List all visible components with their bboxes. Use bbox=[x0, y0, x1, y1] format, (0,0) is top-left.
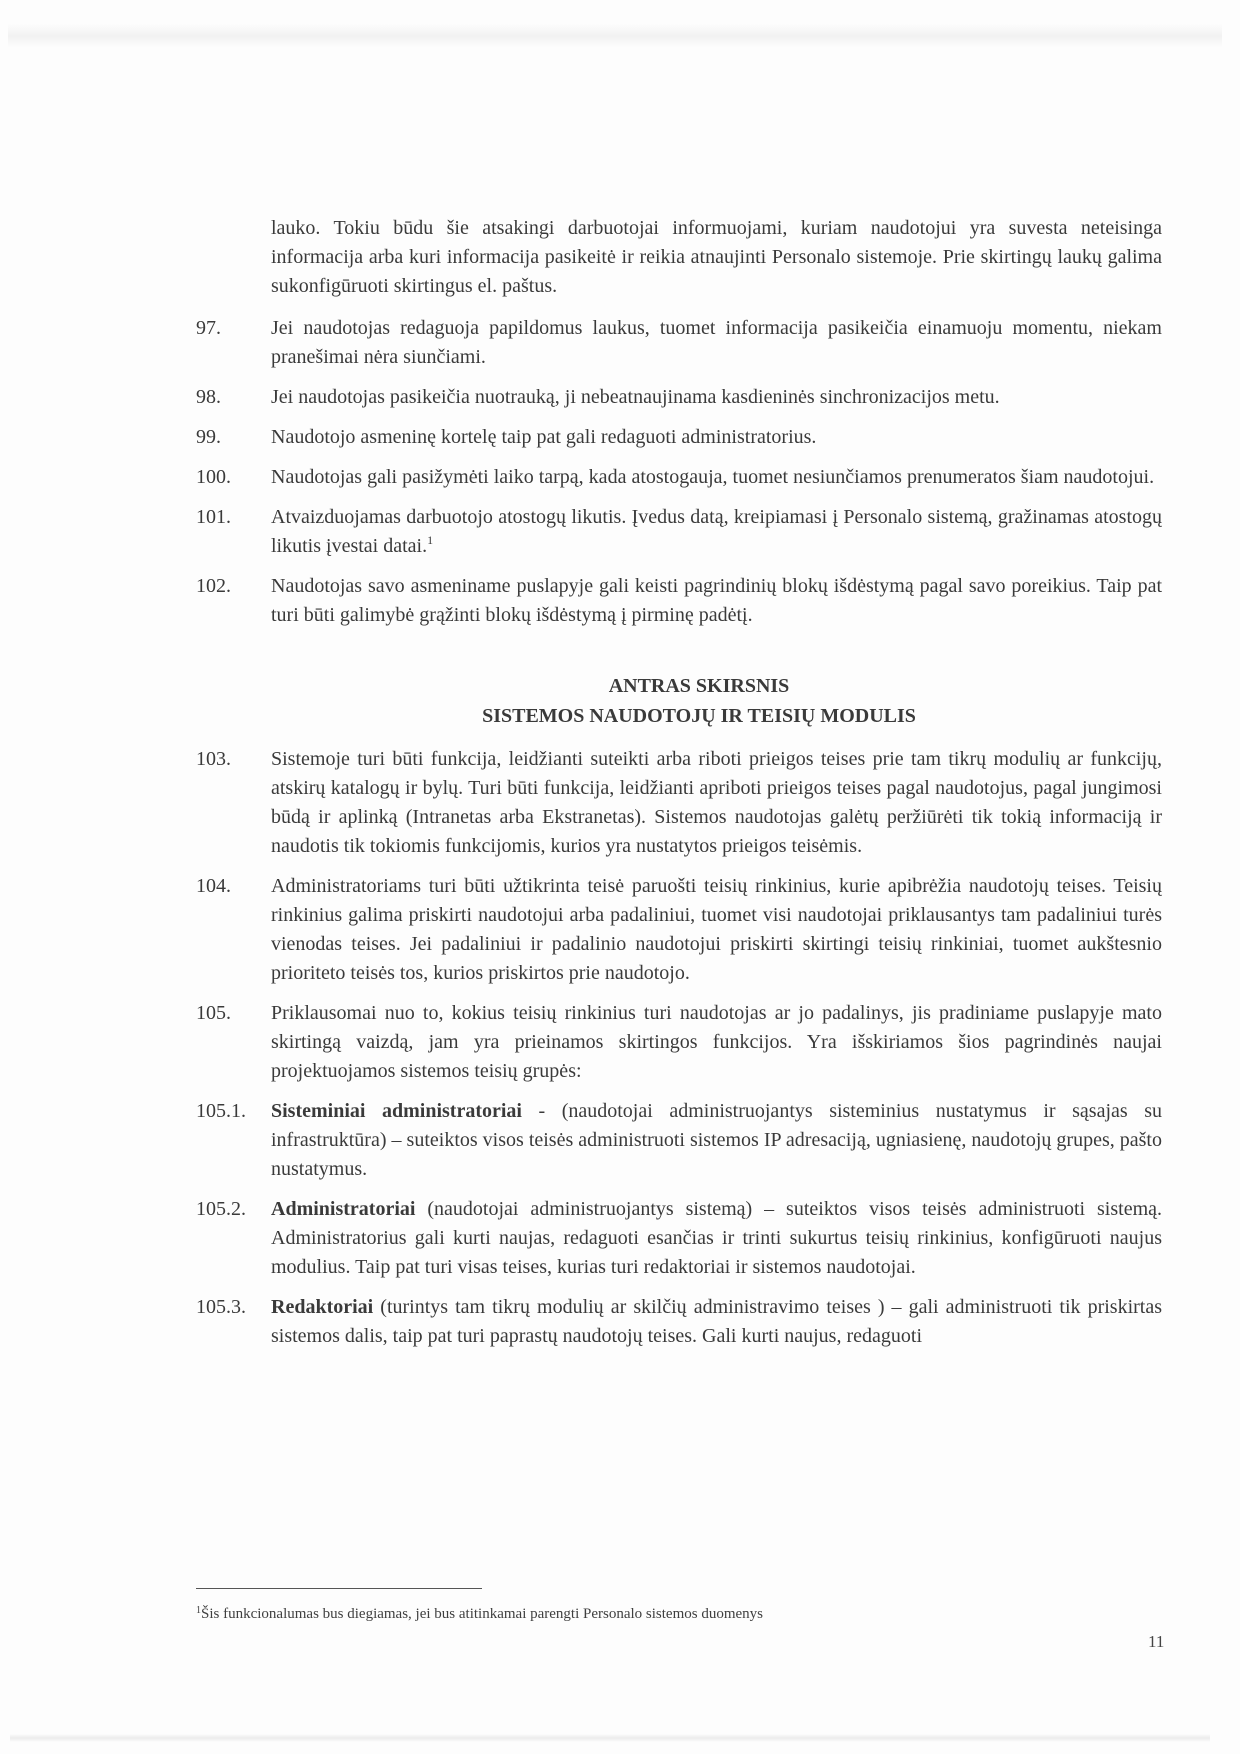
item-text-wrapper bbox=[271, 1195, 1162, 1282]
item-number: 104. bbox=[196, 875, 231, 897]
footnote-reference[interactable]: 1 bbox=[427, 533, 434, 547]
item-term: Redaktoriai bbox=[271, 1296, 374, 1318]
item-number: 97. bbox=[196, 317, 221, 339]
item-text: Administratoriams turi būti užtikrinta teisė paruošti teisių rinkinius, kurie apibrėžia naudotojų teises. Teisių rinkinius galima priskirti naudotojui arba padaliniui, tuomet visi naudotojai priklausantys tam padaliniui turės vienodas teises. Jei padaliniui ir padalinio naudotojui priskirti skirtingi teisių rinkiniai, tuomet aukštesnio prioriteto teisės tos, kurios priskirtos prie naudotojo. bbox=[271, 875, 1162, 984]
item-number: 98. bbox=[196, 386, 221, 408]
item-number: 101. bbox=[196, 506, 231, 528]
item-text: Naudotojo asmeninę kortelę taip pat gali redaguoti administratorius. bbox=[271, 426, 817, 448]
list-item-104 bbox=[196, 872, 1162, 988]
item-text: (naudotojai administruojantys sistemą) – suteiktos visos teisės administruoti sistemą. Administratorius gali kurti naujas, redaguoti esančias ir trinti sukurtus teisių rinkinius, konfigūruoti naujus modulius. Taip pat turi visas teises, kurias turi redaktoriai ir sistemos naudotojai. bbox=[271, 1198, 1162, 1278]
item-number: 103. bbox=[196, 748, 231, 770]
item-number: 102. bbox=[196, 575, 231, 597]
page-number: 11 bbox=[1148, 1632, 1165, 1651]
list-item-98 bbox=[196, 383, 1162, 412]
item-text: Naudotojas savo asmeniname puslapyje gali keisti pagrindinių blokų išdėstymą pagal savo poreikius. Taip pat turi būti galimybė grąžinti blokų išdėstymą į pirminę padėtį. bbox=[271, 575, 1162, 626]
footnote-text: Šis funkcionalumas bus diegiamas, jei bus atitinkamai parengti Personalo sistemos duomenys bbox=[201, 1606, 764, 1622]
list-item-97 bbox=[196, 314, 1162, 372]
item-text: Atvaizduojamas darbuotojo atostogų likutis. Įvedus datą, kreipiamasi į Personalo sistemą, gražinamas atostogų likutis įvestai datai. bbox=[271, 506, 1162, 557]
section-heading-line1: ANTRAS SKIRSNIS bbox=[608, 675, 790, 697]
sub-item-105-1 bbox=[196, 1097, 1162, 1184]
footnote-marker: 1 bbox=[196, 1605, 201, 1616]
item-text: Naudotojas gali pasižymėti laiko tarpą, kada atostogauja, tuomet nesiunčiamos prenumeratos šiam naudotojui. bbox=[271, 466, 1155, 488]
list-item-103 bbox=[196, 745, 1162, 861]
item-text: Priklausomai nuo to, kokius teisių rinkinius turi naudotojas ar jo padalinys, jis pradiniame puslapyje mato skirtingą vaizdą, jam yra prieinamos skirtingos funkcijos. Yra išskiriamos šios pagrindinės naujai projektuojamos sistemos teisių grupės: bbox=[271, 1002, 1162, 1082]
item-number: 99. bbox=[196, 426, 221, 448]
page-content bbox=[196, 214, 1162, 1362]
list-item-99 bbox=[196, 423, 1162, 452]
item-number: 105.3. bbox=[196, 1296, 246, 1318]
list-item-102 bbox=[196, 572, 1162, 630]
paragraph-text: lauko. Tokiu būdu šie atsakingi darbuotojai informuojami, kuriam naudotojui yra suvesta neteisinga informacija arba kuri informacija pasikeitė ir reikia atnaujinti Personalo sistemoje. Prie skirtingų laukų galima sukonfigūruoti skirtingus el. paštus. bbox=[271, 217, 1162, 297]
list-item-100 bbox=[196, 463, 1162, 492]
sub-item-105-3 bbox=[196, 1293, 1162, 1351]
list-item-105 bbox=[196, 999, 1162, 1086]
footnote bbox=[196, 1604, 763, 1624]
item-number: 105. bbox=[196, 1002, 231, 1024]
item-number: 105.2. bbox=[196, 1198, 246, 1220]
item-number: 105.1. bbox=[196, 1100, 246, 1122]
section-heading bbox=[196, 671, 1162, 731]
list-item-101 bbox=[196, 503, 1162, 561]
item-text: (turintys tam tikrų modulių ar skilčių administravimo teises ) – gali administruoti tik priskirtas sistemos dalis, taip pat turi paprastų naudotojų teises. Gali kurti naujus, redaguoti bbox=[271, 1296, 1162, 1347]
continued-paragraph bbox=[196, 214, 1162, 301]
footnote-separator bbox=[196, 1588, 482, 1589]
sub-item-105-2 bbox=[196, 1195, 1162, 1282]
item-text: Jei naudotojas pasikeičia nuotrauką, ji nebeatnaujinama kasdieninės sinchronizacijos metu. bbox=[271, 386, 1000, 408]
item-term: Sisteminiai administratoriai bbox=[271, 1100, 522, 1122]
item-text-wrapper bbox=[271, 1097, 1162, 1184]
item-text-wrapper bbox=[271, 503, 1162, 561]
item-text: Sistemoje turi būti funkcija, leidžianti suteikti arba riboti prieigos teises prie tam tikrų modulių ar funkcijų, atskirų katalogų ir bylų. Turi būti funkcija, leidžianti apriboti prieigos teises pagal naudotojus, pagal jungimosi būdą ir aplinką (Intranetas arba Ekstranetas). Sistemos naudotojas galėtų peržiūrėti tik tokią informaciją ir naudotis tik tokiomis funkcijomis, kurios yra nustatytos prieigos teisėmis. bbox=[271, 748, 1162, 857]
item-number: 100. bbox=[196, 466, 231, 488]
item-text: - (naudotojai administruojantys sisteminius nustatymus ir sąsajas su infrastruktūra) – suteiktos visos teisės administruoti sistemos IP adresaciją, ugniasienę, naudotojų grupes, pašto nustatymus. bbox=[271, 1100, 1162, 1180]
item-text: Jei naudotojas redaguoja papildomus laukus, tuomet informacija pasikeičia einamuoju momentu, niekam pranešimai nėra siunčiami. bbox=[271, 317, 1162, 368]
section-heading-line2: SISTEMOS NAUDOTOJŲ IR TEISIŲ MODULIS bbox=[482, 705, 916, 727]
scan-edge-top bbox=[8, 24, 1222, 48]
item-term: Administratoriai bbox=[271, 1198, 416, 1220]
scan-edge-bottom bbox=[10, 1734, 1210, 1742]
item-text-wrapper bbox=[271, 1293, 1162, 1351]
